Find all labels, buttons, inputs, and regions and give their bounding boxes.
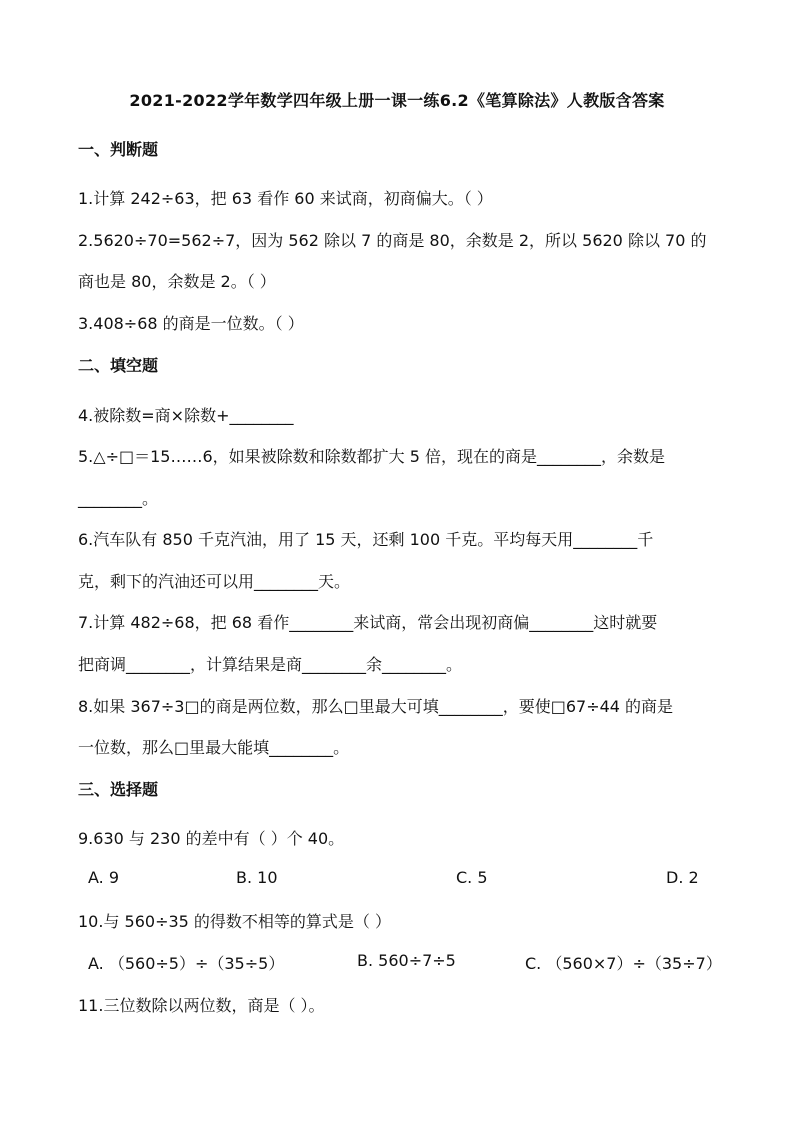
q9-option-b: B. 10 (236, 868, 278, 887)
section-heading-fill-blank: 二、填空题 (78, 356, 159, 375)
q10-option-b: B. 560÷7÷5 (357, 951, 456, 970)
question-7-line-1: 7.计算 482÷68，把 68 看作________来试商，常会出现初商偏________这时就要 (78, 613, 658, 632)
question-8-line-1: 8.如果 367÷3□的商是两位数，那么□里最大可填________，要使□67÷44 的商是 (78, 697, 674, 716)
q9-option-c: C. 5 (456, 868, 488, 887)
question-6-line-1: 6.汽车队有 850 千克汽油，用了 15 天，还剩 100 千克。平均每天用________千 (78, 530, 654, 549)
question-5-line-1: 5.△÷□＝15……6，如果被除数和除数都扩大 5 倍，现在的商是________，余数是 (78, 447, 665, 466)
question-6-line-2: 克，剩下的汽油还可以用________天。 (78, 572, 351, 591)
section-heading-judgment: 一、判断题 (78, 140, 159, 159)
q9-option-d: D. 2 (666, 868, 699, 887)
q9-option-a: A. 9 (88, 868, 120, 887)
page-title: 2021-2022学年数学四年级上册一课一练6.2《笔算除法》人教版含答案 (129, 91, 665, 110)
q10-option-c: C. （560×7）÷（35÷7） (525, 954, 722, 973)
section-heading-multiple-choice: 三、选择题 (78, 780, 159, 799)
question-4: 4.被除数=商×除数+________ (78, 406, 294, 425)
question-9: 9.630 与 230 的差中有（ ）个 40。 (78, 829, 345, 848)
q10-option-a: A. （560÷5）÷（35÷5） (88, 954, 285, 973)
question-5-line-2: ________。 (78, 489, 159, 508)
question-2-line-2: 商也是 80，余数是 2。（ ） (78, 272, 276, 291)
question-1: 1.计算 242÷63，把 63 看作 60 来试商，初商偏大。（ ） (78, 189, 493, 208)
question-8-line-2: 一位数，那么□里最大能填________。 (78, 738, 350, 757)
question-11: 11.三位数除以两位数，商是（ ）。 (78, 996, 325, 1015)
question-7-line-2: 把商调________，计算结果是商________余________。 (78, 655, 463, 674)
question-10: 10.与 560÷35 的得数不相等的算式是（ ） (78, 912, 392, 931)
question-2-line-1: 2.5620÷70=562÷7，因为 562 除以 7 的商是 80，余数是 2，所以 5620 除以 70 的 (78, 231, 707, 250)
question-3: 3.408÷68 的商是一位数。（ ） (78, 314, 304, 333)
